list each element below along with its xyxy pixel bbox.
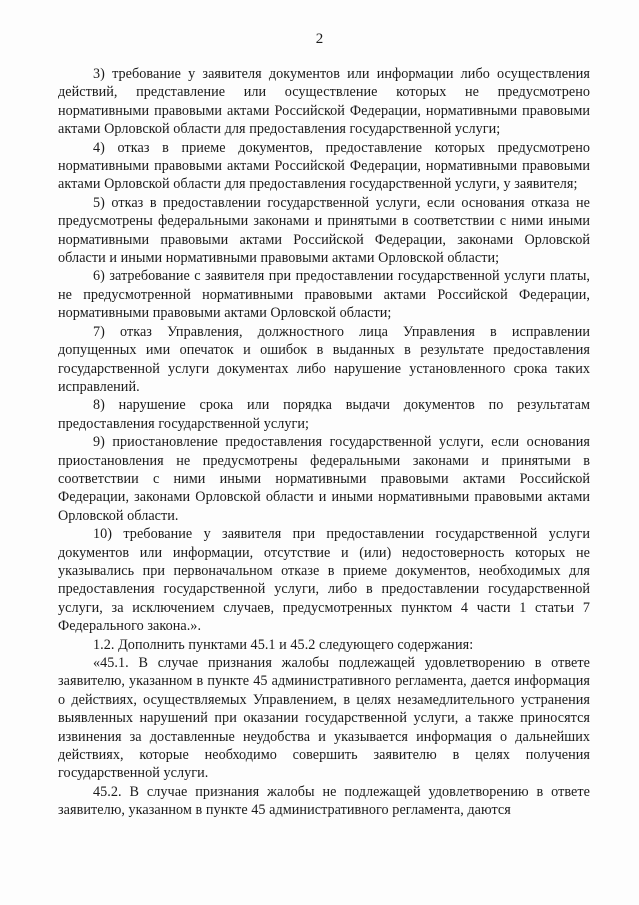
paragraph-item-3: 3) требование у заявителя документов или информации либо осуществления действий, представление или осуществление которых не предусмотрено нормативными правовыми актами Российской Федерации, нормативными правовыми актами Орловской области для предоставления государственной услуги; (58, 66, 590, 138)
paragraph-clause-45-2: 45.2. В случае признания жалобы не подлежащей удовлетворению в ответе заявителю, указанном в пункте 45 административного регламента, даются (58, 783, 590, 819)
page-number: 2 (315, 31, 324, 47)
paragraph-item-9: 9) приостановление предоставления государственной услуги, если основания приостановления не предусмотрены федеральными законами и принятыми в соответствии с ними иными нормативными правовыми актами Российской Федерации, законами Орловской области и иными нормативными правовыми актами Орловской области. (58, 434, 590, 524)
paragraph-item-5: 5) отказ в предоставлении государственной услуги, если основания отказа не предусмотрены федеральными законами и принятыми в соответствии с ними иными нормативными правовыми актами Российской Федерации, законами Орловской области и иными нормативными правовыми актами Орловской области; (58, 194, 590, 267)
paragraph-item-6: 6) затребование с заявителя при предоставлении государственной услуги платы, не предусмотренной нормативными правовыми актами Российской Федерации, нормативными правовыми актами Орловской области; (58, 268, 590, 322)
paragraph-item-10: 10) требование у заявителя при предоставлении государственной услуги документов или информации, отсутствие и (или) недостоверность которых не указывались при первоначальном отказе в приеме документов, необходимых для предоставления государственной услуги, либо в предоставлении государственной услуги, за исключением случаев, предусмотренных пунктом 4 части 1 статьи 7 Федерального закона.». (58, 526, 590, 635)
paragraph-clause-45-1: «45.1. В случае признания жалобы подлежащей удовлетворению в ответе заявителю, указанном в пункте 45 административного регламента, дается информация о действиях, осуществляемых Управлением, в целях незамедлительного устранения выявленных нарушений при оказании государственной услуги, а также приносятся извинения за доставленные неудобства и указывается информация о дальнейших действиях, которые необходимо совершить заявителю в целях получения государственной услуги. (58, 655, 590, 782)
paragraph-item-7: 7) отказ Управления, должностного лица Управления в исправлении допущенных ими опечаток и ошибок в выданных в результате предоставления государственной услуги документах либо нарушение установленного срока таких исправлений. (58, 323, 590, 395)
paragraph-item-4: 4) отказ в приеме документов, предоставление которых предусмотрено нормативными правовыми актами Российской Федерации, нормативными правовыми актами Орловской области для предоставления государственной услуги, у заявителя; (58, 139, 590, 193)
document-body (58, 65, 590, 820)
paragraph-item-8: 8) нарушение срока или порядка выдачи документов по результатам предоставления государственной услуги; (58, 397, 590, 432)
paragraph-section-1-2: 1.2. Дополнить пунктами 45.1 и 45.2 следующего содержания: (93, 636, 474, 653)
